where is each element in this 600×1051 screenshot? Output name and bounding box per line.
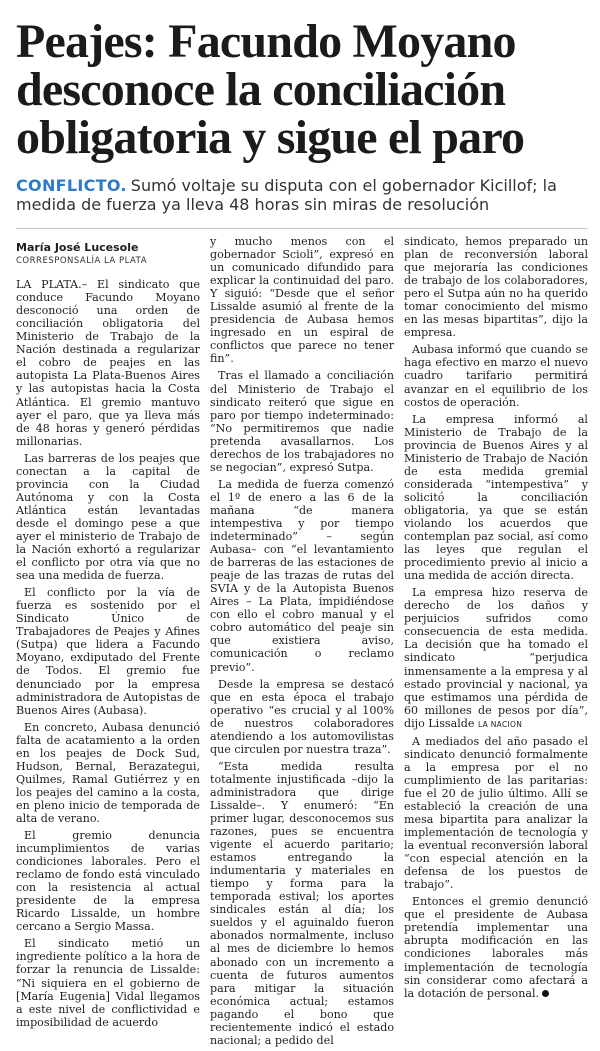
headline: Peajes: Facundo Moyano desconoce la conciliación obligatoria y sigue el paro <box>16 15 525 164</box>
byline-name: María José Lucesole <box>16 241 139 254</box>
paragraph: El gremio denuncia incumplimientos de varias condiciones laborales. Pero el reclamo de fondo está vinculado con la resistencia al actual presidente de la empresa Ricardo Lissalde, un hombre cercano a Sergio Massa. <box>16 829 200 934</box>
column-2 <box>210 235 394 1051</box>
paragraph: Las barreras de los peajes que conectan a la capital de provincia con la Ciudad Autónoma y con la Costa Atlántica están levantadas desde el domingo pese a que ayer el ministerio de Trabajo de la Nación exhortó a regularizar el conflicto por otra vía que no sea una medida de fuerza. <box>16 451 200 583</box>
divider <box>16 228 588 229</box>
source-tag: LA NACION <box>477 719 523 729</box>
deck-text: Sumó voltaje su disputa con el gobernador Kicillof; la medida de fuerza ya lleva 48 horas sin miras de resolución <box>16 176 557 214</box>
dateline: LA PLATA.– <box>16 278 88 292</box>
paragraph: Desde la empresa se destacó que en esta época el trabajo operativo “es crucial y al 100% de nuestros colaboradores atendiendo a los automovilistas que circulen por nuestra traza”. <box>210 677 394 756</box>
byline-role: CORRESPONSALÍA LA PLATA <box>16 256 148 267</box>
paragraph: El sindicato metió un ingrediente político a la hora de forzar la renuncia de Lissalde: “Ni siquiera en el gobierno de [María Eugenia] Vidal llegamos a este nivel de conflictividad e imposibilidad de acuerdo <box>16 937 200 1029</box>
paragraph: La medida de fuerza comenzó el 1º de enero a las 6 de la mañana “de manera intempestiva y por tiempo indeterminado” – según Aubasa– con “el levantamiento de barreras de las estaciones de peaje de las trazas de rutas del SVIA y de la Autopista Buenos Aires – La Plata, impidiéndose con ello el cobro manual y el cobro automático del peaje sin que existiera aviso, comunicación o reclamo previo”. <box>210 477 394 674</box>
paragraph: LA PLATA.– El sindicato que conduce Facundo Moyano desconoció una orden de conciliación obligatoria del Ministerio de Trabajo de la Nación destinada a regularizar el cobro de peajes en las autopista La Plata-Buenos Aires y las autopistas hacia la Costa Atlántica. El gremio mantuvo ayer el paro, que ya lleva más de 48 horas y generó pérdidas millonarias. <box>16 278 200 448</box>
column-1 <box>16 235 200 1051</box>
column-3 <box>404 235 588 1051</box>
paragraph: y mucho menos con el gobernador Scioli”, expresó en un comunicado difundido para explicar la continuidad del paro. Y siguió: “Desde que el señor Lissalde asumió al frente de la presidencia de Aubasa hemos ingresado en un espiral de conflictos que parece no tener fin”. <box>210 235 394 366</box>
paragraph: “Esta medida resulta totalmente injustificada –dijo la administradora que dirige Lissalde–. Y enumeró: “En primer lugar, desconocemos sus razones, pues se encuentra vigente el acuerdo paritario; estamos entregando la indumentaria y materiales en tiempo y forma para la temporada estival; los aportes sindicales están al día; los sueldos y el aguinaldo fueron abonados normalmente, incluso al mes de diciembre lo hemos abonado con un incremento a cuenta de futuros aumentos para mitigar la situación económica actual; estamos pagando el bono que recientemente indicó el estado nacional; a pedido del <box>210 759 394 1047</box>
kicker-label: CONFLICTO. <box>16 176 127 195</box>
article-body <box>16 235 588 1051</box>
paragraph: sindicato, hemos preparado un plan de reconversión laboral que mejoraría las condiciones de trabajo de los colaboradores, pero el Sutpa aún no ha querido tomar conocimiento del mismo en las mesas bipartitas”, dijo la empresa. <box>404 235 588 340</box>
end-mark-icon <box>542 990 549 997</box>
paragraph: Aubasa informó que cuando se haga efectivo en marzo el nuevo cuadro tarifario permitirá avanzar en el equilibrio de los costos de operación. <box>404 343 588 409</box>
paragraph: El conflicto por la vía de fuerza es sostenido por el Sindicato Único de Trabajadores de Peajes y Afines (Sutpa) que lidera a Facundo Moyano, exdiputado del Frente de Todos. El gremio fue denunciado por la empresa administradora de Autopistas de Buenos Aires (Aubasa). <box>16 586 200 717</box>
deck <box>16 176 588 214</box>
paragraph: Entonces el gremio denunció que el presidente de Aubasa pretendía implementar una abrupta modificación en las condiciones laborales más implementación de tecnología sin considerar como afectará a la dotación de personal. <box>404 895 588 1000</box>
paragraph: En concreto, Aubasa denunció falta de acatamiento a la orden en los peajes de Dock Sud, Hudson, Bernal, Berazategui, Quilmes, Ramal Gutiérrez y en los peajes del camino a la costa, en pleno inicio de temporada de alta de verano. <box>16 720 200 825</box>
paragraph: La empresa hizo reserva de derecho de los daños y perjuicios sufridos como consecuencia de esta medida. La decisión que ha tomado el sindicato “perjudica inmensamente a la empresa y al estado provincial y nacional, ya que estimamos una pérdida de 60 millones de pesos por día”, dijo Lissalde LA NACION <box>404 586 588 730</box>
paragraph: Tras el llamado a conciliación del Ministerio de Trabajo el sindicato reiteró que sigue en paro por tiempo indeterminado: “No permitiremos que nadie pretenda avasallarnos. Los derechos de los trabajadores no se negocian”, expresó Sutpa. <box>210 369 394 474</box>
paragraph: A mediados del año pasado el sindicato denunció formalmente a la empresa por el no cumplimiento de las paritarias: fue el 20 de julio último. Allí se estableció la creación de una mesa bipartita para analizar la implementación de tecnología y la eventual reconversión laboral “con especial atención en la defensa de los puestos de trabajo”. <box>404 734 588 892</box>
paragraph: La empresa informó al Ministerio de Trabajo de la provincia de Buenos Aires y al Ministerio de Trabajo de Nación de esta medida gremial considerada “intempestiva” y solicitó la conciliación obligatoria, ya que se están violando los acuerdos que contemplan paz social, así como las leyes que regulan el procedimiento previo al inicio a una medida de acción directa. <box>404 412 588 583</box>
